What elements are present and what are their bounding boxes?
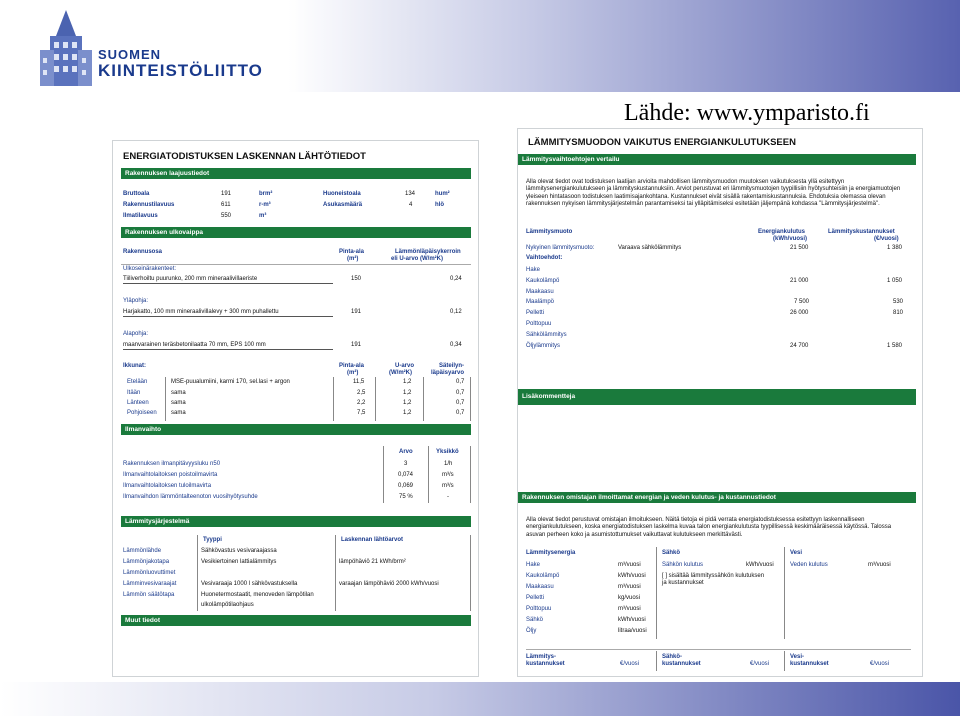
lj-label: Lämmönluovuttimet	[123, 570, 176, 576]
vesi-label: Veden kulutus	[790, 562, 828, 568]
ikkuna-dir: Länteen	[127, 400, 149, 406]
ikkuna-dir: Pohjoiseen	[127, 410, 157, 416]
iv-label: Rakennuksen ilmanpitävyysluku n50	[123, 461, 221, 467]
left-title: ENERGIATODISTUKSEN LASKENNAN LÄHTÖTIEDOT	[123, 151, 366, 162]
ikkuna-divider	[165, 377, 166, 421]
seina-ala: 150	[351, 276, 362, 282]
ikkunat-header-ala: Pinta-ala	[339, 363, 365, 369]
lammitys-row-unit: kg/vuosi	[618, 595, 641, 601]
vesi-unit: m³/vuosi	[868, 562, 891, 568]
vaihtoehto-kust: 530	[893, 299, 904, 305]
kust-label1: Sähkö-	[662, 654, 683, 660]
kust-label2: kustannukset	[790, 661, 829, 667]
omistaja-header-lammitys: Lämmitysenergia	[526, 550, 576, 556]
kust-unit: €/vuosi	[870, 661, 890, 667]
vaihtoehto-label: Maalämpö	[526, 299, 555, 305]
current-label: Nykyinen lämmitysmuoto:	[526, 245, 595, 251]
brand-logo	[98, 48, 278, 80]
bar-ilmanvaihto: Ilmanvaihto	[121, 424, 471, 435]
laajuus-label2: Asukasmäärä	[323, 202, 363, 208]
ikkuna-ala: 2,2	[357, 400, 366, 406]
vaihtoehto-label: Hake	[526, 267, 541, 273]
ikkuna-s: 0,7	[456, 390, 465, 396]
ikkunat-header-u-unit: (W/m²K)	[389, 370, 412, 376]
iv-yks: m³/s	[442, 472, 454, 478]
lj-lahto: varaajan lämpöhäviö 2000 kWh/vuosi	[339, 581, 439, 587]
lm-header-kulutus-unit: (kWh/vuosi)	[773, 236, 807, 242]
ylapohja-u: 0,12	[450, 309, 462, 315]
vaippa-header-u-unit: eli U-arvo (W/m²K)	[391, 256, 444, 262]
current-name: Varaava sähkölämmitys	[618, 245, 682, 251]
lj-lahto: lämpöhäviö 21 kWh/brm²	[339, 559, 406, 565]
lj-label: Lämmön säätötapa	[123, 592, 175, 598]
vaihtoehto-kulutus: 21 000	[790, 278, 809, 284]
iv-divider	[470, 446, 471, 503]
right-title: LÄMMITYSMUODON VAIKUTUS ENERGIANKULUTUKSEEN	[528, 137, 796, 148]
bar-omistaja: Rakennuksen omistajan ilmoittamat energian ja veden kulutus- ja kustannustiedot	[518, 492, 916, 503]
ikkunat-header-s2: läpäisyarvo	[431, 370, 465, 376]
building-logo-icon	[36, 6, 96, 88]
iv-label: Ilmanvaihtolaitoksen poistoilmavirta	[123, 472, 218, 478]
ikkuna-s: 0,7	[456, 400, 465, 406]
vaihtoehto-label: Kaukolämpö	[526, 278, 560, 284]
vaihtoehto-label: Maakaasu	[526, 289, 554, 295]
ikkuna-u: 1,2	[403, 410, 412, 416]
vaippa-header-u: Lämmönläpäisykerroin	[395, 249, 461, 255]
right-document	[517, 128, 923, 677]
lammitys-row-label: Maakaasu	[526, 584, 554, 590]
vaippa-header-ala: Pinta-ala	[339, 249, 365, 255]
vaihtoehto-kust: 1 050	[887, 278, 903, 284]
ikkuna-divider	[423, 377, 424, 421]
lj-label: Lämmönlähde	[123, 548, 162, 554]
kust-label1: Lämmitys-	[526, 654, 557, 660]
laajuus-value2: 4	[409, 202, 413, 208]
iv-label: Ilmanvaihdon lämmöntalteenoton vuosihyötysuhde	[123, 494, 258, 500]
omistaja-divider	[784, 547, 785, 639]
laajuus-unit: m³	[259, 213, 267, 219]
ikkuna-desc: sama	[171, 410, 186, 416]
lj-header-lahto: Laskennan lähtöarvot	[341, 537, 404, 543]
brand-line2: KIINTEISTÖLIITTO	[98, 61, 263, 80]
laajuus-unit: brm²	[259, 191, 273, 197]
ikkunat-header-label: Ikkunat:	[123, 363, 147, 369]
laajuus-label: Rakennustilavuus	[123, 202, 175, 208]
lammitys-row-unit: kWh/vuosi	[618, 573, 646, 579]
kust-unit: €/vuosi	[750, 661, 770, 667]
iv-yks: -	[447, 494, 449, 500]
ikkuna-divider	[333, 377, 334, 421]
ikkuna-divider	[375, 377, 376, 421]
kust-label2: kustannukset	[526, 661, 565, 667]
ikkuna-ala: 7,5	[357, 410, 366, 416]
vaihtoehto-kust: 810	[893, 310, 904, 316]
vaihtoehto-label: Pelletti	[526, 310, 545, 316]
omistaja-header-vesi: Vesi	[790, 550, 803, 556]
left-document	[112, 140, 479, 677]
lammitys-row-label: Polttopuu	[526, 606, 552, 612]
iv-arvo: 3	[404, 461, 408, 467]
lj-tyyppi: Vesivaraaja 1000 l sähkövastuksella	[201, 581, 298, 587]
lammitys-row-unit: m³/vuosi	[618, 584, 641, 590]
ikkunat-header-u: U-arvo	[395, 363, 415, 369]
sahko-label: Sähkön kulutus	[662, 562, 704, 568]
lammitys-row-unit: kWh/vuosi	[618, 617, 646, 623]
lj-label: Lämmönjakotapa	[123, 559, 170, 565]
ikkuna-s: 0,7	[456, 379, 465, 385]
iv-yks: m³/s	[442, 483, 454, 489]
lm-header-kulutus: Energiankulutus	[758, 229, 806, 235]
vaippa-header-ala-unit: (m²)	[347, 256, 359, 262]
alapohja-ala: 191	[351, 342, 362, 348]
sahko-note2: ja kustannukset	[662, 580, 704, 586]
lammitys-row-unit: m³/vuosi	[618, 562, 641, 568]
laajuus-label: Ilmatilavuus	[123, 213, 158, 219]
bar-vertailu: Lämmitysvaihtoehtojen vertailu	[518, 154, 916, 165]
iv-header-yksikko: Yksikkö	[436, 449, 459, 455]
ikkuna-u: 1,2	[403, 379, 412, 385]
vaihtoehdot-label: Vaihtoehdot:	[526, 255, 563, 261]
ikkuna-ala: 2,5	[357, 390, 366, 396]
lj-divider	[470, 535, 471, 611]
ikkuna-u: 1,2	[403, 400, 412, 406]
alapohja-desc: maanvarainen teräsbetonilaatta 70 mm, EPS 100 mm	[123, 342, 333, 350]
ikkuna-u: 1,2	[403, 390, 412, 396]
lm-header-kust-unit: (€/vuosi)	[874, 236, 899, 242]
lammitys-row-label: Pelletti	[526, 595, 545, 601]
vertailu-intro: Alla olevat tiedot ovat todistuksen laatijan arvioita mahdollisen lämmitysmuodon muutoksen vaikutuksesta yllä esitettyyn lämmitysenergiankulutukseen ja lämmityskustannuksiin. Arviot perustuvat eri lämmitysmuotojen tyypillisiin hyötysuhteisiin ja energiamuotojen yleiseen hintatasoon todistuksen laatimisajankohtana. Kustannukset eivät sisällä rakentamiskustannuksia. Ehdotuksia olemassa olevan rakennuksen nykyisen lämmitysjärjestelmän parantamiseksi tai ylläpitämiseksi esitetään jäljempänä kohdassa "Lämmitysjärjestelmä".	[526, 179, 901, 207]
lj-tyyppi: Sähkövastus vesivaraajassa	[201, 548, 277, 554]
ikkuna-dir: Etelään	[127, 379, 148, 385]
current-kust: 1 380	[887, 245, 903, 251]
omistaja-divider	[656, 547, 657, 639]
sahko-note1: [ ] sisältää lämmityssähkön kulutuksen	[662, 573, 765, 579]
kust-label1: Vesi-	[790, 654, 805, 660]
ikkuna-dir: Itään	[127, 390, 141, 396]
vaihtoehto-label: Öljylämmitys	[526, 343, 560, 349]
ikkuna-divider	[470, 377, 471, 421]
iv-label: Ilmanvaihtolaitoksen tuloilmavirta	[123, 483, 212, 489]
alapohja-label: Alapohja:	[123, 331, 149, 337]
laajuus-unit: r-m³	[259, 202, 271, 208]
laajuus-value: 191	[221, 191, 232, 197]
vaippa-header-osa: Rakennusosa	[123, 249, 163, 255]
ikkunat-header-s: Säteilyn-	[439, 363, 465, 369]
lj-tyyppi: Huonetermostaatit, menoveden lämpötilan	[201, 592, 314, 598]
iv-divider	[383, 446, 384, 503]
iv-arvo: 0,074	[398, 472, 414, 478]
lm-header-kust: Lämmityskustannukset	[828, 229, 895, 235]
kust-unit: €/vuosi	[620, 661, 640, 667]
laajuus-value2: 134	[405, 191, 416, 197]
lj-header-tyyppi: Tyyppi	[203, 537, 222, 543]
bar-laajuus: Rakennuksen laajuustiedot	[121, 168, 471, 179]
kust-label2: kustannukset	[662, 661, 701, 667]
vaihtoehto-kulutus: 26 000	[790, 310, 809, 316]
lm-header-muoto: Lämmitysmuoto	[526, 229, 573, 235]
vaihtoehto-label: Sähkölämmitys	[526, 332, 567, 338]
source-caption: Lähde: www.ymparisto.fi	[624, 100, 870, 126]
ikkuna-desc: MSE-puualumiini, karmi 170, sel.lasi + argon	[171, 379, 290, 385]
seina-label: Ulkoseinärakenteet:	[123, 266, 177, 272]
lammitys-row-unit: m³/vuosi	[618, 606, 641, 612]
kust-divider	[656, 651, 657, 671]
iv-arvo: 75 %	[399, 494, 413, 500]
lj-tyyppi: Vesikiertoinen lattialämmitys	[201, 559, 277, 565]
vaihtoehto-kust: 1 580	[887, 343, 903, 349]
bar-lammitysjarjestelma: Lämmitysjärjestelmä	[121, 516, 471, 527]
vaihtoehto-kulutus: 24 700	[790, 343, 809, 349]
laajuus-label: Bruttoala	[123, 191, 150, 197]
ylapohja-desc: Harjakatto, 100 mm mineraalivillalevy + 300 mm puhallettu	[123, 309, 333, 317]
ylapohja-ala: 191	[351, 309, 362, 315]
iv-header-arvo: Arvo	[399, 449, 413, 455]
iv-yks: 1/h	[444, 461, 453, 467]
ikkuna-desc: sama	[171, 390, 186, 396]
ikkuna-s: 0,7	[456, 410, 465, 416]
laajuus-unit2: hlö	[435, 202, 444, 208]
footer-band	[0, 682, 960, 716]
bar-vaippa: Rakennuksen ulkovaippa	[121, 227, 471, 238]
laajuus-label2: Huoneistoala	[323, 191, 361, 197]
bar-lisakommentteja: Lisäkommentteja	[518, 389, 916, 405]
lammitys-row-label: Hake	[526, 562, 541, 568]
vaihtoehto-label: Polttopuu	[526, 321, 552, 327]
iv-arvo: 0,069	[398, 483, 414, 489]
laajuus-unit2: hum²	[435, 191, 450, 197]
kust-divider	[784, 651, 785, 671]
vaippa-header-rule	[121, 264, 471, 265]
current-kulutus: 21 500	[790, 245, 809, 251]
vaihtoehto-kulutus: 7 500	[794, 299, 810, 305]
lammitys-row-label: Sähkö	[526, 617, 544, 623]
omistaja-intro: Alla olevat tiedot perustuvat omistajan ilmoitukseen. Näitä tietoja ei pidä verrata energiatodistuksessa esitettyyn laskennalliseen energiankulutukseen, koska energiatodistuksen laskelma kuvaa talon energiankulutusta tyypillisessä keskimääräisessä käytössä. Talossa asuvan perheen koko ja asumistottumukset vaikuttavat kulutukseen merkittävästi.	[526, 517, 892, 538]
omistaja-header-sahko: Sähkö	[662, 550, 681, 556]
lj-divider	[197, 535, 198, 611]
footer-rule	[526, 649, 911, 650]
seina-desc: Tiiliverhoiltu puurunko, 200 mm mineraalivillaeriste	[123, 276, 333, 284]
ylapohja-label: Yläpohja:	[123, 298, 149, 304]
alapohja-u: 0,34	[450, 342, 462, 348]
laajuus-value: 550	[221, 213, 232, 219]
lammitys-row-unit: litraa/vuosi	[618, 628, 647, 634]
sahko-unit: kWh/vuosi	[746, 562, 774, 568]
bar-muut-tiedot: Muut tiedot	[121, 615, 471, 626]
ikkuna-desc: sama	[171, 400, 186, 406]
lj-label: Lämminvesivaraajat	[123, 581, 177, 587]
brand-line1: SUOMEN	[98, 47, 162, 62]
ikkuna-ala: 11,5	[353, 379, 365, 385]
lammitys-row-label: Kaukolämpö	[526, 573, 560, 579]
seina-u: 0,24	[450, 276, 462, 282]
lj-tyyppi: ulkolämpötilaohjaus	[201, 602, 254, 608]
ikkunat-header-ala-unit: (m²)	[347, 370, 359, 376]
iv-divider	[428, 446, 429, 503]
lj-divider	[335, 535, 336, 611]
lammitys-row-label: Öljy	[526, 628, 537, 634]
laajuus-value: 611	[221, 202, 231, 208]
